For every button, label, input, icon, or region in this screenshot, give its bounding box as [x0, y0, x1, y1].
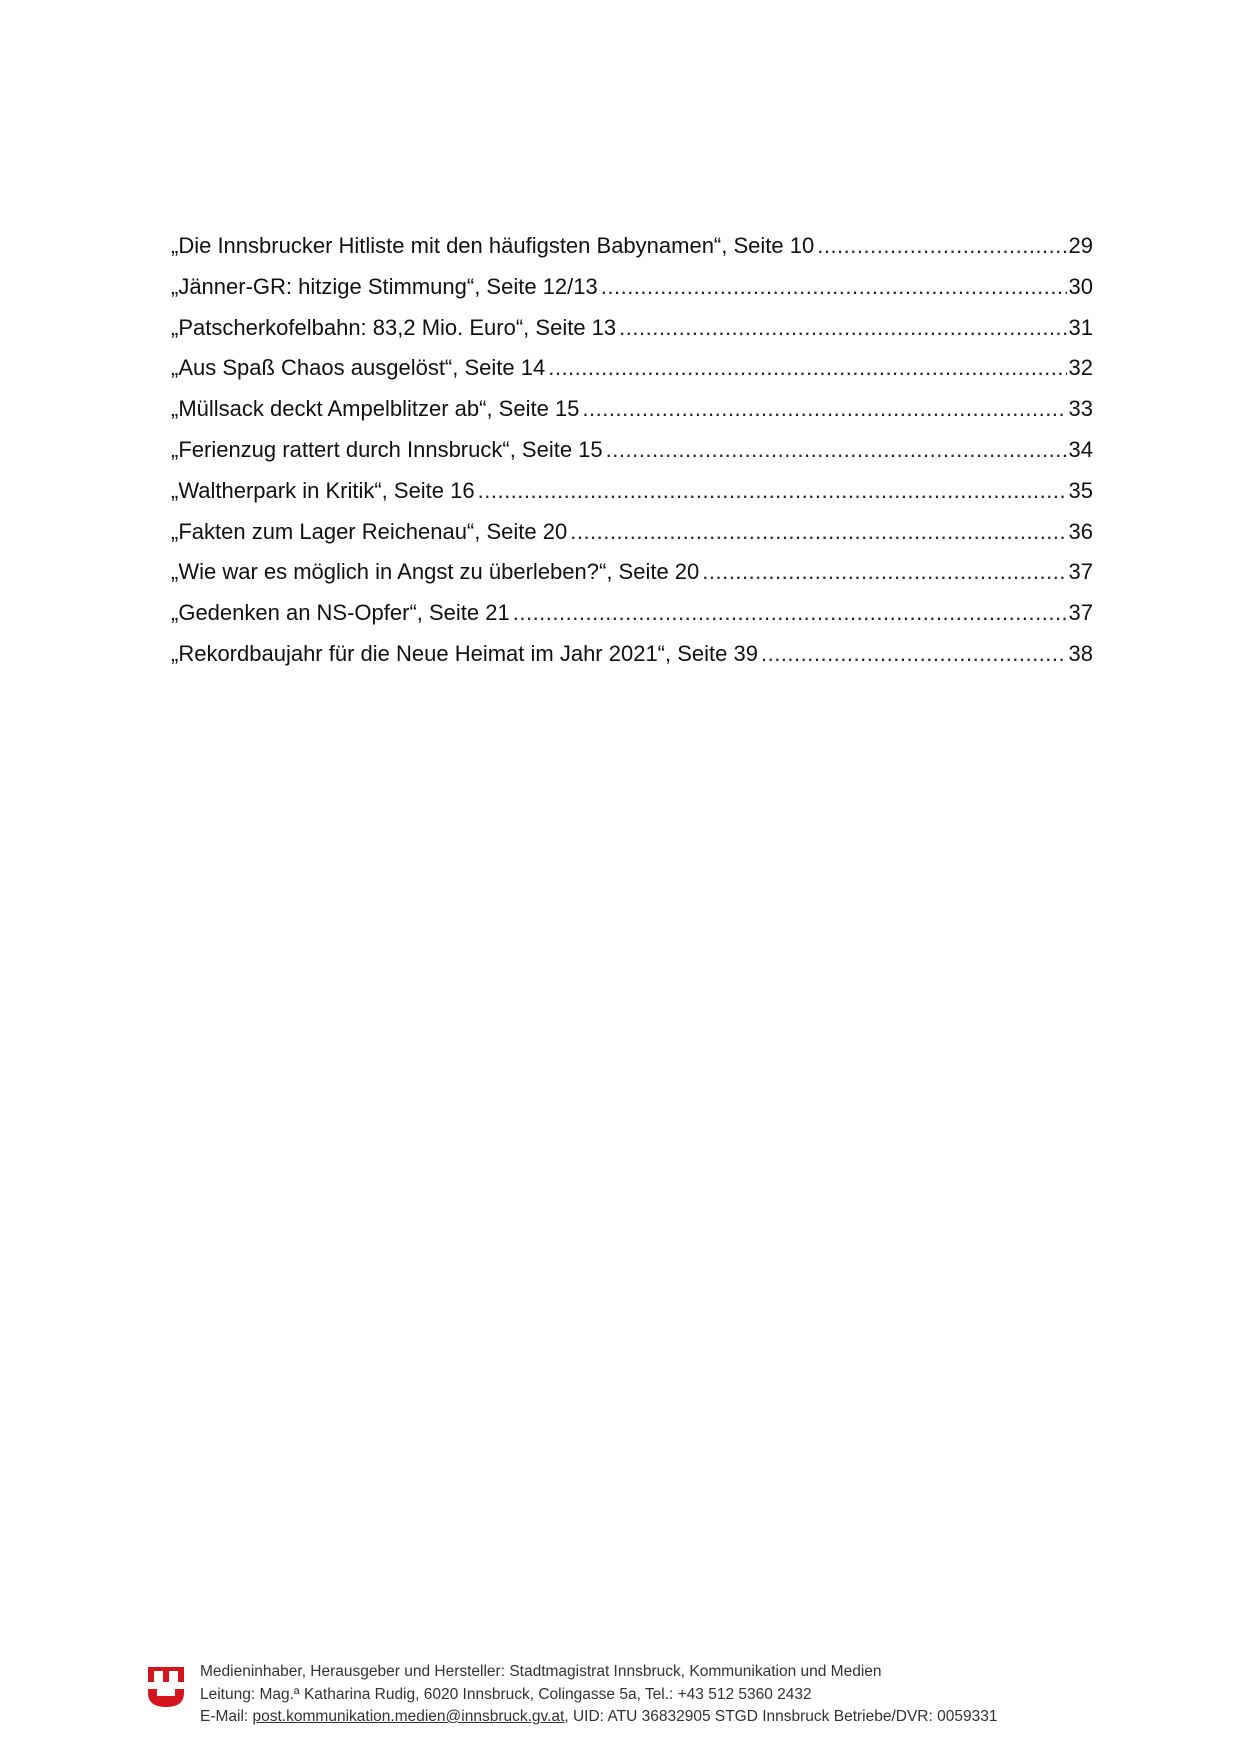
toc-dot-leader — [619, 315, 1066, 341]
toc-entry-page: 34 — [1068, 436, 1093, 462]
toc-dot-leader — [606, 437, 1067, 463]
toc-dot-leader — [548, 355, 1066, 381]
toc-entry-page: 37 — [1068, 559, 1093, 585]
toc-entry-title: „Rekordbaujahr für die Neue Heimat im Jahr 2021“, Seite 39 — [171, 640, 758, 666]
toc-entry-title: „Die Innsbrucker Hitliste mit den häufigsten Babynamen“, Seite 10 — [171, 233, 815, 258]
toc-dot-leader — [761, 641, 1067, 667]
toc-dot-leader — [570, 519, 1066, 545]
toc-dot-leader — [702, 559, 1066, 585]
footer-uid-text: , UID: ATU 36832905 STGD Innsbruck Betriebe/DVR: 0059331 — [564, 1708, 998, 1725]
toc-entry[interactable] — [171, 641, 1093, 682]
toc-entry-page: 31 — [1068, 314, 1093, 340]
footer-email-line — [200, 1706, 997, 1729]
toc-entry-title: „Aus Spaß Chaos ausgelöst“, Seite 14 — [171, 355, 546, 381]
toc-entry[interactable] — [171, 478, 1093, 519]
toc-dot-leader — [582, 396, 1066, 422]
footer-text — [200, 1661, 997, 1729]
toc-entry[interactable] — [171, 233, 1093, 274]
toc-entry-title: „Wie war es möglich in Angst zu überleben?“, Seite 20 — [171, 559, 700, 585]
toc-entry-page: 36 — [1068, 518, 1093, 544]
toc-entry-title: „Müllsack deckt Ampelblitzer ab“, Seite 15 — [171, 396, 580, 422]
toc-entry[interactable] — [171, 559, 1093, 600]
footer-contact-line: Leitung: Mag.ª Katharina Rudig, 6020 Innsbruck, Colingasse 5a, Tel.: +43 512 5360 2432 — [200, 1685, 812, 1703]
toc-entry-title: „Ferienzug rattert durch Innsbruck“, Seite 15 — [171, 436, 603, 462]
toc-entry-page: 33 — [1068, 396, 1093, 422]
toc-entry-title: „Jänner-GR: hitzige Stimmung“, Seite 12/13 — [171, 273, 598, 299]
toc-entry-title: „Waltherpark in Kritik“, Seite 16 — [171, 477, 475, 503]
toc-dot-leader — [817, 233, 1066, 259]
toc-entry-title: „Gedenken an NS-Opfer“, Seite 21 — [171, 600, 510, 626]
toc-entry[interactable] — [171, 600, 1093, 641]
toc-entry-page: 37 — [1068, 600, 1093, 626]
footer-email-label: E-Mail: — [200, 1708, 253, 1725]
toc-entry-page: 35 — [1068, 477, 1093, 503]
toc-dot-leader — [478, 478, 1067, 504]
footer-publisher-line: Medieninhaber, Herausgeber und Hersteller: Stadtmagistrat Innsbruck, Kommunikation und Medien — [200, 1663, 882, 1680]
toc-entry-title: „Fakten zum Lager Reichenau“, Seite 20 — [171, 518, 568, 544]
toc-entry[interactable] — [171, 437, 1093, 478]
toc-entry[interactable] — [171, 274, 1093, 315]
toc-entry[interactable] — [171, 519, 1093, 560]
page-footer — [148, 1661, 1088, 1729]
toc-entry[interactable] — [171, 315, 1093, 356]
email-link[interactable]: post.kommunikation.medien@innsbruck.gv.at — [252, 1708, 565, 1725]
toc-entry-title: „Patscherkofelbahn: 83,2 Mio. Euro“, Seite 13 — [171, 314, 617, 340]
logo-shape — [148, 1667, 184, 1707]
toc-entry-page: 29 — [1068, 233, 1093, 258]
toc-dot-leader — [601, 274, 1067, 300]
innsbruck-logo-icon — [148, 1665, 184, 1709]
toc-entry[interactable] — [171, 355, 1093, 396]
toc-entry[interactable] — [171, 396, 1093, 437]
toc-dot-leader — [513, 600, 1067, 626]
toc-entry-page: 38 — [1068, 640, 1093, 666]
toc-entry-page: 30 — [1068, 273, 1093, 299]
toc-entry-page: 32 — [1068, 355, 1093, 381]
table-of-contents — [171, 233, 1093, 682]
